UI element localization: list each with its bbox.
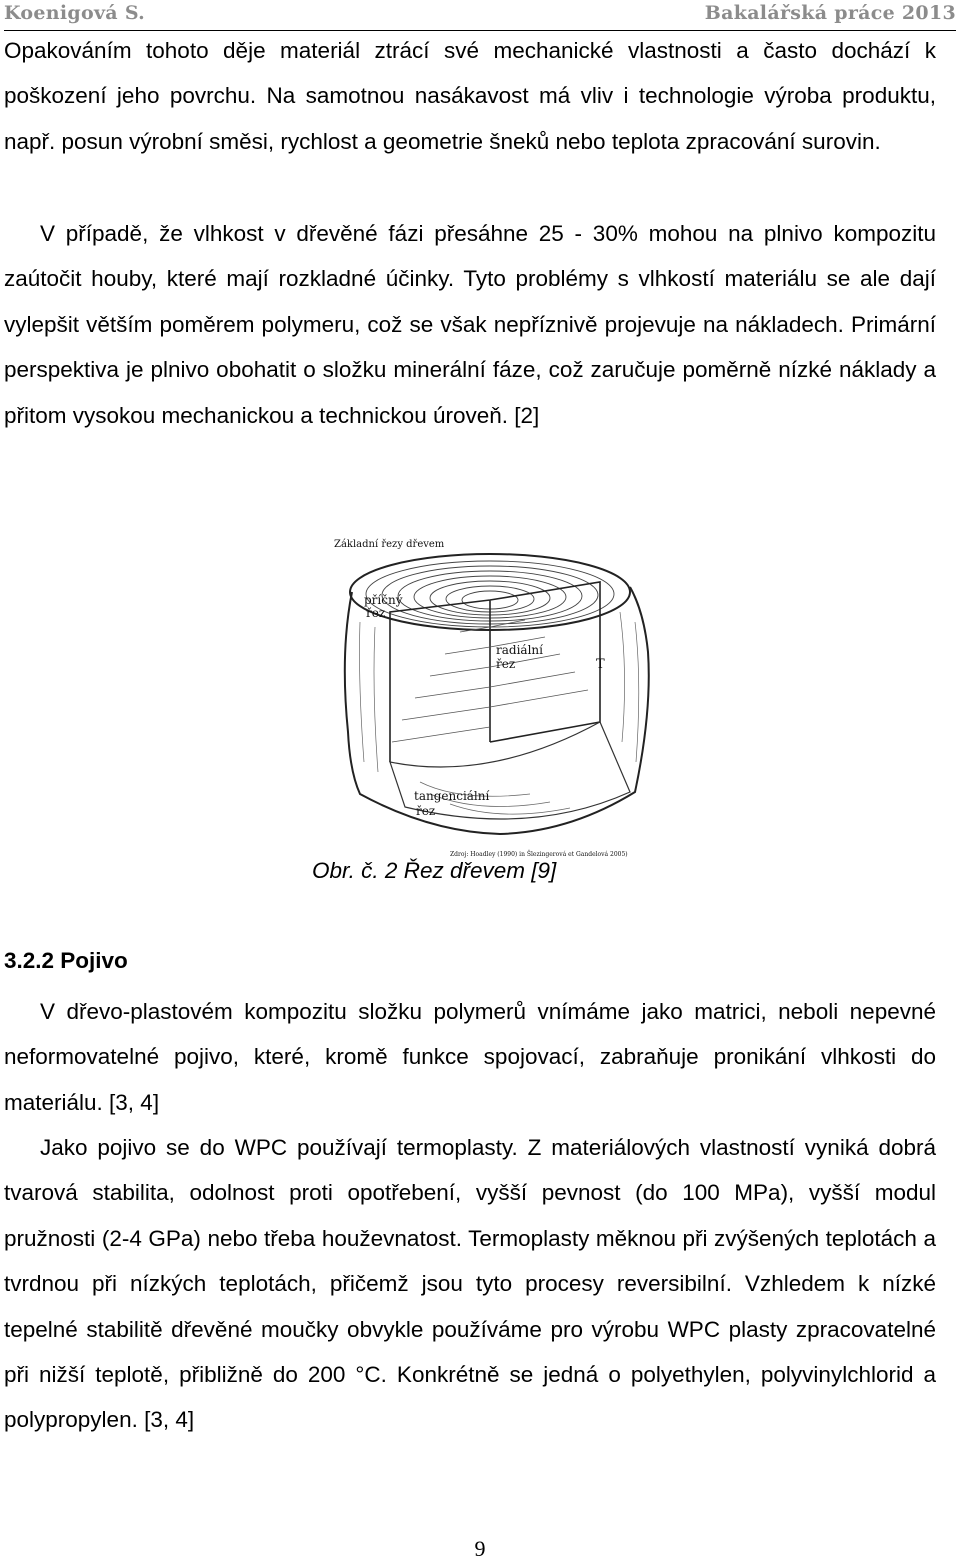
paragraph-binder-matrix: V dřevo-plastovém kompozitu složku polymerů vnímáme jako matrici, neboli nepevné neformovatelné pojivo, které, kromě funkce spojovací, zabraňuje pronikání vlhkosti do materiálu. [3, 4] <box>4 999 936 1115</box>
label-cross-cut-2: řez <box>366 606 386 620</box>
label-radial-cut-2: řez <box>496 657 516 671</box>
header-author: Koenigová S. <box>4 2 146 24</box>
section-heading: 3.2.2 Pojivo <box>4 948 128 973</box>
figure-caption: Obr. č. 2 Řez dřevem [9] <box>312 858 557 883</box>
label-t: T <box>596 657 605 672</box>
paragraph-thermoplastics: Jako pojivo se do WPC používají termoplasty. Z materiálových vlastností vyniká dobrá tvarová stabilita, odolnost proti opotřebení, vyšší pevnost (do 100 MPa), vyšší modul pružnosti (2-4 GPa) nebo třeba houževnatost. Termoplasty měknou při zvýšených teplotách a tvrdnou při nízkých teplotách, přičemž jsou tyto procesy reversibilní. Vzhledem k nízké tepelné stabilitě dřevěné moučky obvykle používáme pro výrobu WPC plasty zpracovatelné při nižší teplotě, přibližně do 200 °C. Konkrétně se jedná o polyethylen, polyvinylchlorid a polypropylen. [3, 4] <box>4 1135 936 1433</box>
wood-log-illustration <box>330 532 666 862</box>
label-tangential-cut-2: řez <box>416 804 436 818</box>
page-header <box>4 0 956 31</box>
figure-source: Zdroj: Hoadley (1990) in Šlezingerová et Gandelová 2005) <box>450 851 628 858</box>
label-cross-cut-1: příčný <box>364 593 403 607</box>
paragraph-moisture-continued: Opakováním tohoto děje materiál ztrácí své mechanické vlastnosti a často dochází k poškození jeho povrchu. Na samotnou nasákavost má vliv i technologie výroba produktu, např. posun výrobní směsi, rychlost a geometrie šneků nebo teplota zpracování surovin. <box>4 38 936 154</box>
paragraph-moisture-fungi: V případě, že vlhkost v dřevěné fázi přesáhne 25 - 30% mohou na plnivo kompozitu zaútočit houby, které mají rozkladné účinky. Tyto problémy s vlhkostí materiálu se ale dají vylepšit větším poměrem polymeru, což se však nepříznivě projevuje na nákladech. Primární perspektiva je plnivo obohatit o složku minerální fáze, což zaručuje poměrně nízké náklady a přitom vysokou mechanickou a technickou úroveň. [2] <box>4 221 936 428</box>
label-radial-cut-1: radiální <box>496 643 543 657</box>
wood-cross-section-figure <box>330 532 666 862</box>
header-thesis-title: Bakalářská práce 2013 <box>704 2 956 24</box>
label-tangential-cut-1: tangenciální <box>414 789 490 803</box>
page-number: 9 <box>474 1536 486 1561</box>
figure-title: Základní řezy dřevem <box>334 539 445 550</box>
